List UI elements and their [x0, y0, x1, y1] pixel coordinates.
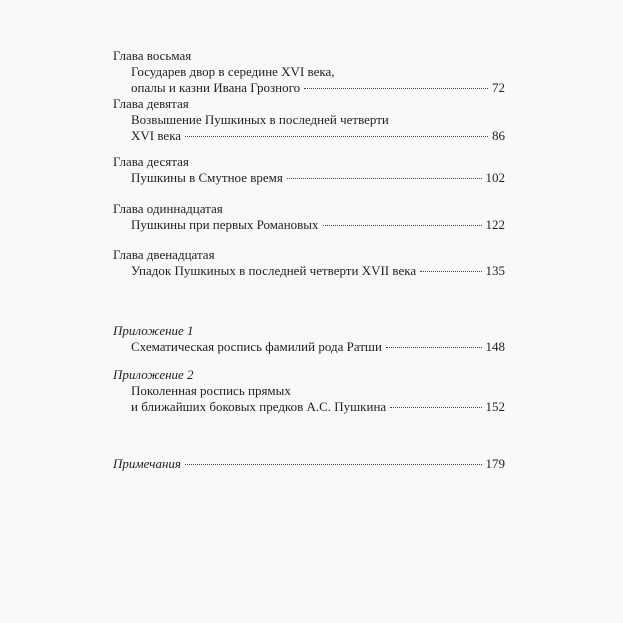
chapter-title-line: Возвышение Пушкиных в последней четверти: [131, 112, 389, 127]
dot-leader: [390, 407, 481, 408]
appendix-title-line: Поколенная роспись прямых: [131, 383, 291, 398]
page-number: 135: [485, 263, 505, 278]
chapter-label: Глава двенадцатая: [113, 247, 215, 262]
toc-entry-chapter-11[interactable]: [113, 201, 505, 233]
toc-entry-chapter-9[interactable]: [113, 96, 505, 144]
page-number: 152: [485, 399, 505, 414]
dot-leader: [185, 464, 482, 465]
dot-leader: [185, 136, 488, 137]
dot-leader: [323, 225, 482, 226]
appendix-title-leader: [113, 339, 505, 355]
chapter-title-leader: [113, 263, 505, 279]
page-number: 122: [485, 217, 505, 232]
chapter-title-line: опалы и казни Ивана Грозного: [131, 80, 301, 95]
chapter-label: Глава десятая: [113, 154, 189, 169]
chapter-title-leader: [113, 217, 505, 233]
toc-entry-appendix-2[interactable]: [113, 367, 505, 415]
page-number: 86: [492, 128, 505, 143]
page-number: 72: [492, 80, 505, 95]
appendix-title-line: и ближайших боковых предков А.С. Пушкина: [131, 399, 387, 414]
dot-leader: [287, 178, 482, 179]
toc-entry-chapter-10[interactable]: [113, 154, 505, 186]
chapter-title-leader: [113, 128, 505, 144]
appendix-label: Приложение 1: [113, 323, 194, 338]
toc-entry-appendix-1[interactable]: [113, 323, 505, 355]
chapter-title-line: Пушкины в Смутное время: [131, 170, 283, 185]
chapter-title-line: Государев двор в середине XVI века,: [131, 64, 335, 79]
appendix-title-line: Схематическая роспись фамилий рода Ратши: [131, 339, 382, 354]
appendix-label: Приложение 2: [113, 367, 194, 382]
toc-entry-chapter-12[interactable]: [113, 247, 505, 279]
page-number: 148: [485, 339, 505, 354]
toc-entry-notes[interactable]: [113, 456, 505, 472]
chapter-label: Глава девятая: [113, 96, 189, 111]
chapter-label: Глава восьмая: [113, 48, 192, 63]
dot-leader: [304, 88, 488, 89]
chapter-label: Глава одиннадцатая: [113, 201, 223, 216]
page-number: 179: [485, 456, 505, 471]
chapter-title-leader: [113, 170, 505, 186]
chapter-title-line: Пушкины при первых Романовых: [131, 217, 319, 232]
notes-label: Примечания: [113, 456, 181, 471]
dot-leader: [420, 271, 481, 272]
chapter-title-leader: [113, 80, 505, 96]
chapter-title-line: Упадок Пушкиных в последней четверти XVII века: [131, 263, 417, 278]
dot-leader: [386, 347, 482, 348]
page-number: 102: [485, 170, 505, 185]
toc-entry-chapter-8[interactable]: [113, 48, 505, 96]
chapter-title-line: XVI века: [131, 128, 182, 143]
appendix-title-leader: [113, 399, 505, 415]
